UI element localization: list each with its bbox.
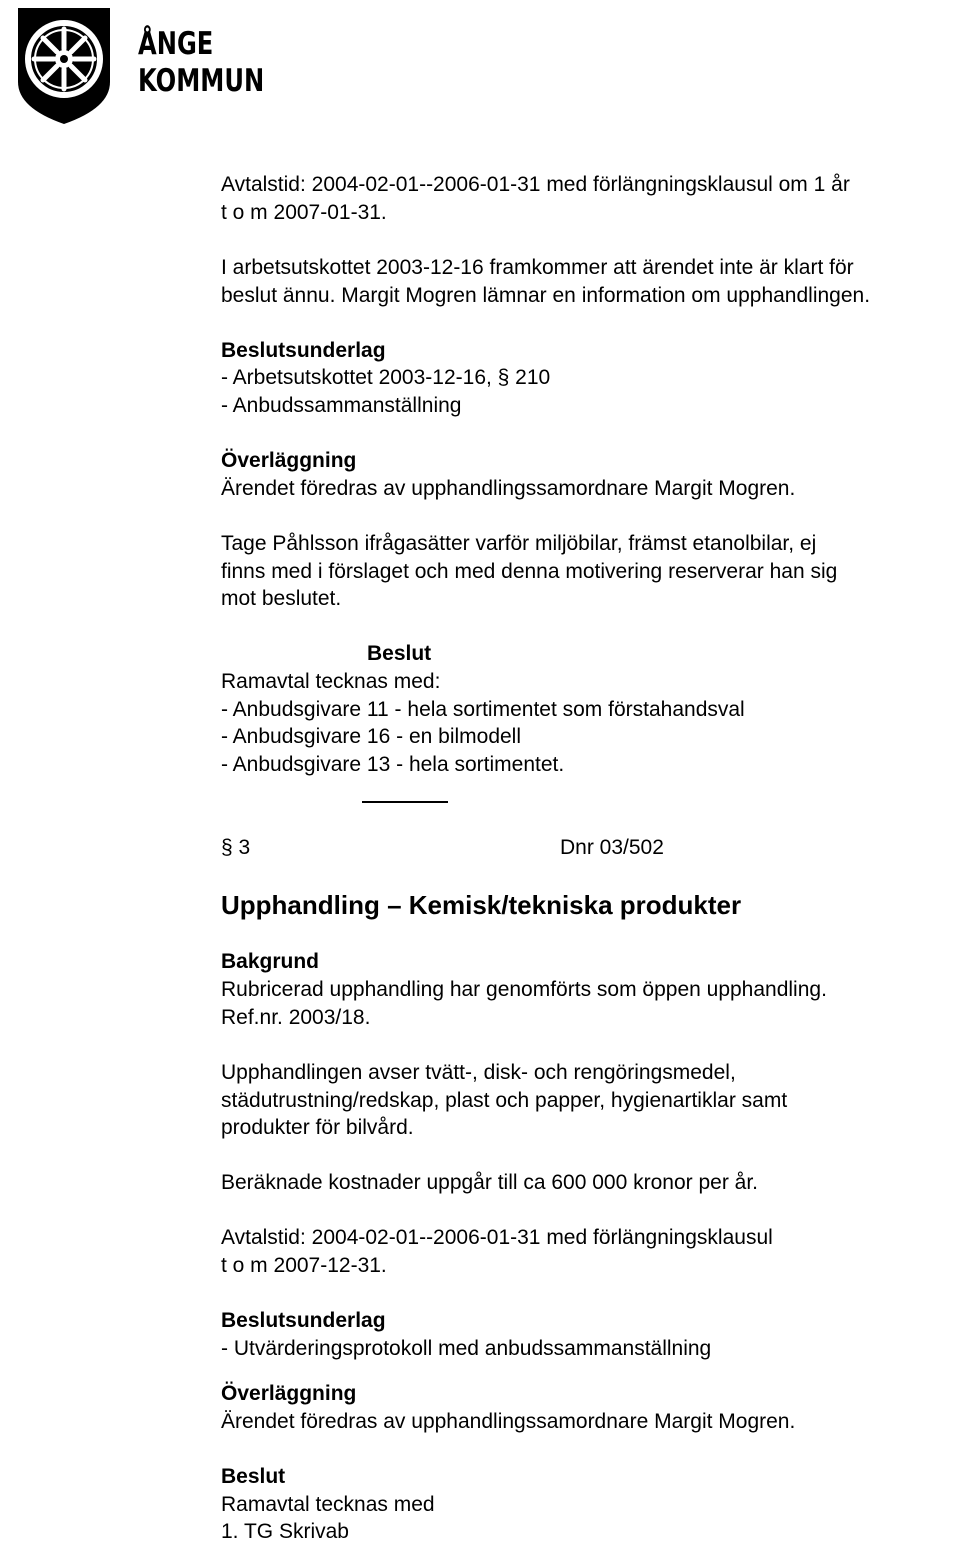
text-line: I arbetsutskottet 2003-12-16 framkommer att ärendet inte är klart för [221, 256, 854, 279]
text-line: finns med i förslaget och med denna motivering reserverar han sig [221, 560, 838, 583]
text-line: beslut ännu. Margit Mogren lämnar en information om upphandlingen. [221, 284, 871, 307]
case-number: Dnr 03/502 [560, 836, 664, 859]
section-heading: Överläggning [221, 1382, 357, 1405]
text-line: Beräknade kostnader uppgår till ca 600 000 kronor per år. [221, 1171, 759, 1194]
text-line: Ref.nr. 2003/18. [221, 1006, 371, 1029]
separator-rule [362, 801, 448, 803]
list-item: - Anbudsgivare 11 - hela sortimentet som förstahandsval [221, 698, 745, 721]
text-line: produkter för bilvård. [221, 1116, 414, 1139]
text-line: Rubricerad upphandling har genomförts som öppen upphandling. [221, 978, 827, 1001]
text-line: Ärendet föredras av upphandlingssamordnare Margit Mogren. [221, 1410, 796, 1433]
section-heading: Bakgrund [221, 950, 320, 973]
text-line: Upphandlingen avser tvätt-, disk- och rengöringsmedel, [221, 1061, 736, 1084]
logo-text-line1: ÅNGE [138, 26, 214, 62]
list-item: - Anbudsgivare 13 - hela sortimentet. [221, 753, 565, 776]
text-line: Ärendet föredras av upphandlingssamordnare Margit Mogren. [221, 477, 796, 500]
section-heading: Beslutsunderlag [221, 339, 386, 362]
section-heading: Beslutsunderlag [221, 1309, 386, 1332]
text-line: Avtalstid: 2004-02-01--2006-01-31 med förlängningsklausul om 1 år [221, 173, 850, 196]
list-item: - Arbetsutskottet 2003-12-16, § 210 [221, 366, 551, 389]
text-line: Tage Påhlsson ifrågasätter varför miljöbilar, främst etanolbilar, ej [221, 532, 817, 555]
text-line: Avtalstid: 2004-02-01--2006-01-31 med förlängningsklausul [221, 1226, 773, 1249]
municipality-crest-logo [14, 4, 114, 126]
case-title: Upphandling – Kemisk/tekniska produkter [221, 890, 742, 920]
list-item: 1. TG Skrivab [221, 1520, 349, 1543]
text-line: t o m 2007-12-31. [221, 1254, 387, 1277]
paragraph-number: § 3 [221, 836, 251, 859]
text-line: t o m 2007-01-31. [221, 201, 387, 224]
section-heading: Beslut [221, 1465, 286, 1488]
list-item: - Utvärderingsprotokoll med anbudssammanställning [221, 1337, 712, 1360]
text-line: Ramavtal tecknas med [221, 1493, 435, 1516]
section-heading: Överläggning [221, 449, 357, 472]
text-line: mot beslutet. [221, 587, 342, 610]
text-line: Ramavtal tecknas med: [221, 670, 441, 693]
text-line: städutrustning/redskap, plast och papper, hygienartiklar samt [221, 1089, 788, 1112]
list-item: - Anbudsgivare 16 - en bilmodell [221, 725, 522, 748]
list-item: - Anbudssammanställning [221, 394, 462, 417]
logo-text-line2: KOMMUN [138, 63, 265, 99]
section-heading: Beslut [367, 642, 432, 665]
